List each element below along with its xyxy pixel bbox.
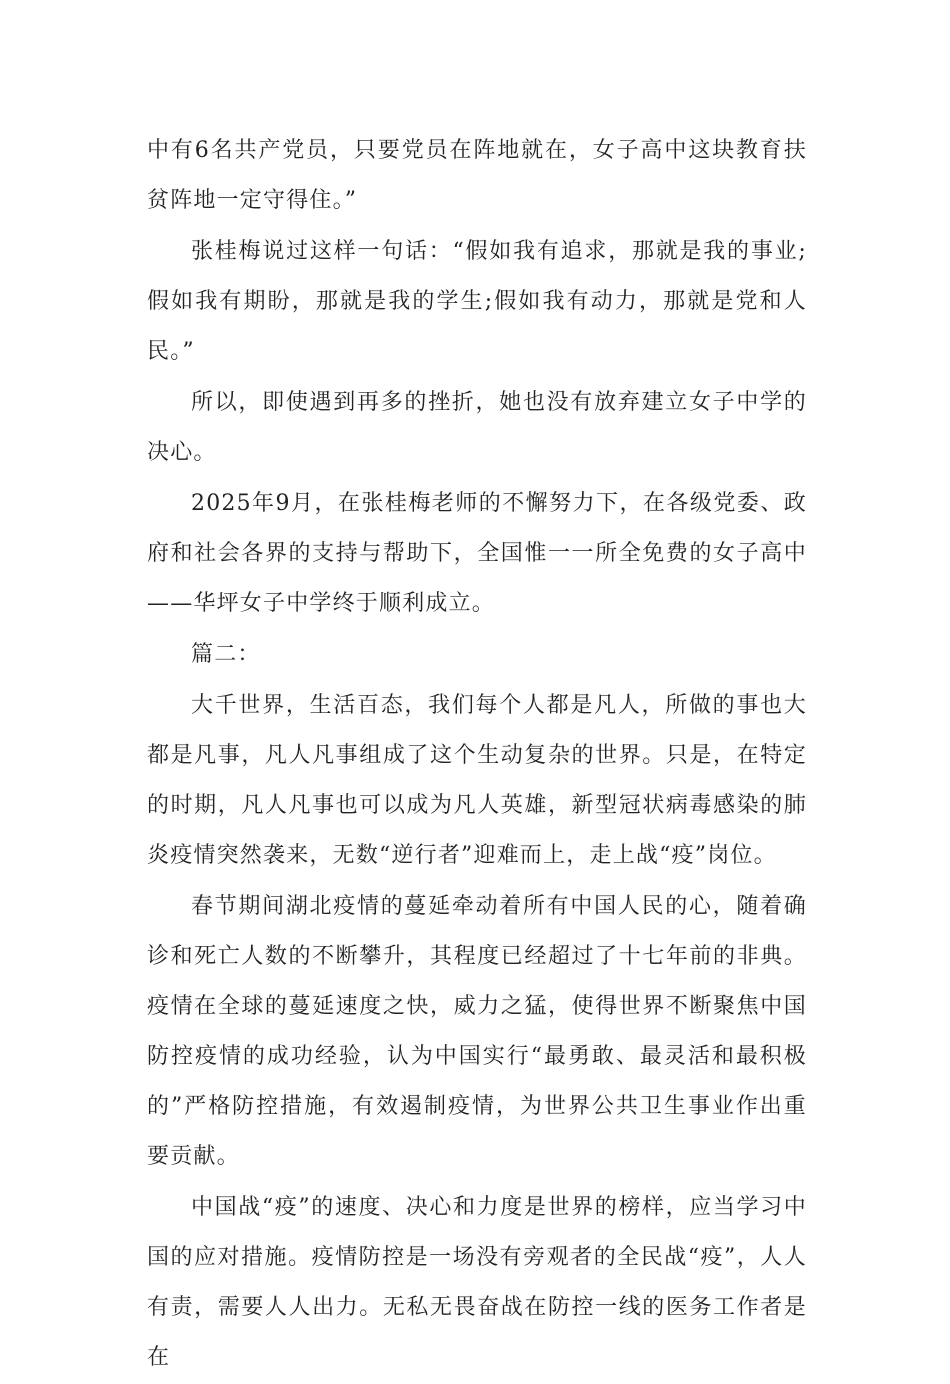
section-heading: 篇二：	[191, 642, 261, 667]
paragraph-6: 春节期间湖北疫情的蔓延牵动着所有中国人民的心，随着确诊和死亡人数的不断攀升，其程度已经超过了十七年前的非典。疫情在全球的蔓延速度之快，威力之猛，使得世界不断聚焦中国防控疫情的成功经验，认为中国实行“最勇敢、最灵活和最积极的”严格防控措施，有效遏制疫情，为世界公共卫生事业作出重要贡献。	[147, 894, 807, 1169]
paragraph-1: 中有6名共产党员，只要党员在阵地就在，女子高中这块教育扶贫阵地一定守得住。”	[147, 138, 807, 213]
document-body	[147, 126, 807, 1384]
paragraph-2: 张桂梅说过这样一句话：“假如我有追求，那就是我的事业;假如我有期盼，那就是我的学生;假如我有动力，那就是党和人民。”	[147, 239, 807, 364]
paragraph-7: 中国战“疫”的速度、决心和力度是世界的榜样，应当学习中国的应对措施。疫情防控是一场没有旁观者的全民战“疫”，人人有责，需要人人出力。无私无畏奋战在防控一线的医务工作者是在	[147, 1195, 807, 1370]
paragraph-5: 大千世界，生活百态，我们每个人都是凡人，所做的事也大都是凡事，凡人凡事组成了这个生动复杂的世界。只是，在特定的时期，凡人凡事也可以成为凡人英雄，新型冠状病毒感染的肺炎疫情突然袭来，无数“逆行者”迎难而上，走上战“疫”岗位。	[147, 693, 807, 868]
paragraph-4: 2025年9月，在张桂梅老师的不懈努力下，在各级党委、政府和社会各界的支持与帮助下，全国惟一一所全免费的女子高中——华坪女子中学终于顺利成立。	[147, 491, 807, 616]
paragraph-3: 所以，即使遇到再多的挫折，她也没有放弃建立女子中学的决心。	[147, 390, 807, 465]
